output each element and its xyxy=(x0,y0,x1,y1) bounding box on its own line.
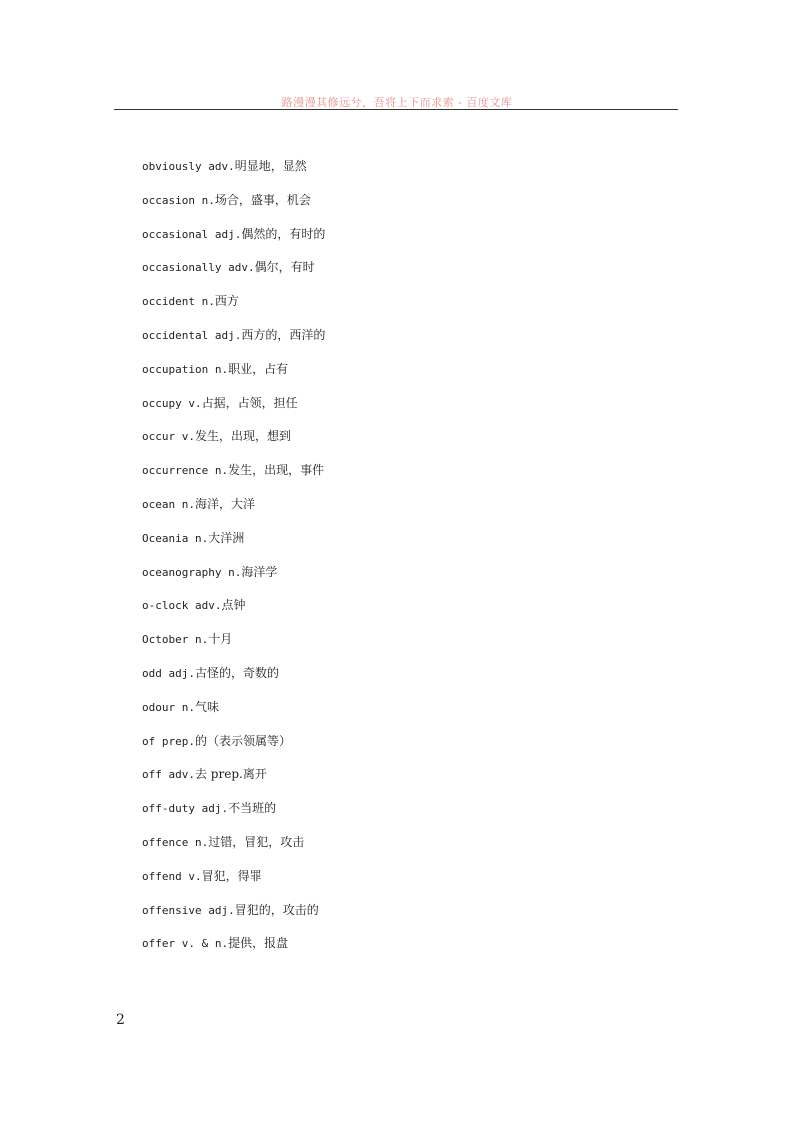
entry-word: off adv. xyxy=(142,768,195,782)
entry-definition: 十月 xyxy=(208,632,233,647)
vocabulary-entry xyxy=(142,732,325,766)
vocabulary-entry xyxy=(142,799,325,833)
entry-word: occupy v. xyxy=(142,396,202,410)
vocabulary-entry xyxy=(142,901,325,935)
vocabulary-entry xyxy=(142,258,325,292)
entry-definition: 冒犯，得罪 xyxy=(201,868,262,883)
entry-definition: 偶然的，有时的 xyxy=(241,226,326,241)
vocabulary-entry xyxy=(142,360,325,394)
entry-definition: 古怪的，奇数的 xyxy=(194,665,279,680)
entry-definition: 提供，报盘 xyxy=(228,936,289,951)
entry-definition: 点钟 xyxy=(221,598,246,613)
entry-word: odour n. xyxy=(142,700,195,714)
vocabulary-entry xyxy=(142,563,325,597)
vocabulary-entry xyxy=(142,934,325,968)
entry-definition: 大洋洲 xyxy=(208,530,245,545)
vocabulary-entry xyxy=(142,495,325,529)
entry-definition: 气味 xyxy=(194,699,219,714)
entry-definition: 去 prep.离开 xyxy=(194,767,267,782)
vocabulary-entry xyxy=(142,292,325,326)
entry-definition: 西方的，西洋的 xyxy=(241,327,326,342)
entry-definition: 西方 xyxy=(214,294,239,309)
vocabulary-entry xyxy=(142,191,325,225)
vocabulary-entry xyxy=(142,225,325,259)
entry-word: odd adj. xyxy=(142,666,195,680)
entry-word: obviously adv. xyxy=(142,160,235,173)
entry-word: offend v. xyxy=(142,869,202,883)
entry-word: occasion n. xyxy=(142,193,215,207)
header-divider xyxy=(114,109,678,110)
entry-word: Oceania n. xyxy=(142,531,209,545)
entry-definition: 冒犯的，攻击的 xyxy=(234,902,319,917)
entry-word: occasional adj. xyxy=(142,227,242,241)
vocabulary-entry xyxy=(142,833,325,867)
entry-word: o-clock adv. xyxy=(142,599,222,613)
entry-definition: 明显地，显然 xyxy=(234,159,307,173)
entry-definition: 海洋学 xyxy=(241,564,278,579)
vocabulary-entry xyxy=(142,698,325,732)
page-number: 2 xyxy=(116,1012,125,1028)
vocabulary-entry xyxy=(142,529,325,563)
vocabulary-entry xyxy=(142,664,325,698)
entry-word: occident n. xyxy=(142,295,215,309)
header-watermark-text: 路漫漫其修远兮，吾将上下而求索 - 百度文库 xyxy=(281,96,513,109)
entry-word: of prep. xyxy=(142,734,195,748)
entry-definition: 海洋，大洋 xyxy=(194,496,255,511)
vocabulary-entry xyxy=(142,394,325,428)
vocabulary-list xyxy=(142,157,325,968)
vocabulary-entry xyxy=(142,867,325,901)
vocabulary-entry xyxy=(142,157,325,191)
vocabulary-entry xyxy=(142,326,325,360)
entry-word: offer v. & n. xyxy=(142,937,229,951)
entry-word: occasionally adv. xyxy=(142,261,255,275)
entry-definition: 占据，占领，担任 xyxy=(201,395,298,410)
entry-definition: 职业，占有 xyxy=(228,361,289,376)
entry-word: ocean n. xyxy=(142,497,195,511)
entry-word: occupation n. xyxy=(142,362,229,376)
entry-definition: 场合，盛事，机会 xyxy=(214,192,311,207)
entry-definition: 偶尔，有时 xyxy=(254,260,315,275)
entry-word: occur v. xyxy=(142,430,195,444)
entry-word: off-duty adj. xyxy=(142,802,229,816)
vocabulary-entry xyxy=(142,427,325,461)
entry-definition: 发生，出现，事件 xyxy=(228,463,325,478)
entry-definition: 不当班的 xyxy=(228,801,277,816)
entry-definition: 的（表示领属等） xyxy=(194,733,291,748)
vocabulary-entry xyxy=(142,596,325,630)
entry-word: occurrence n. xyxy=(142,464,229,478)
vocabulary-entry xyxy=(142,765,325,799)
entry-definition: 过错，冒犯，攻击 xyxy=(208,834,305,849)
entry-definition: 发生，出现，想到 xyxy=(194,429,291,444)
entry-word: oceanography n. xyxy=(142,565,242,579)
vocabulary-entry xyxy=(142,461,325,495)
entry-word: October n. xyxy=(142,633,209,647)
vocabulary-entry xyxy=(142,630,325,664)
entry-word: offence n. xyxy=(142,835,209,849)
entry-word: occidental adj. xyxy=(142,328,242,342)
entry-word: offensive adj. xyxy=(142,903,235,917)
